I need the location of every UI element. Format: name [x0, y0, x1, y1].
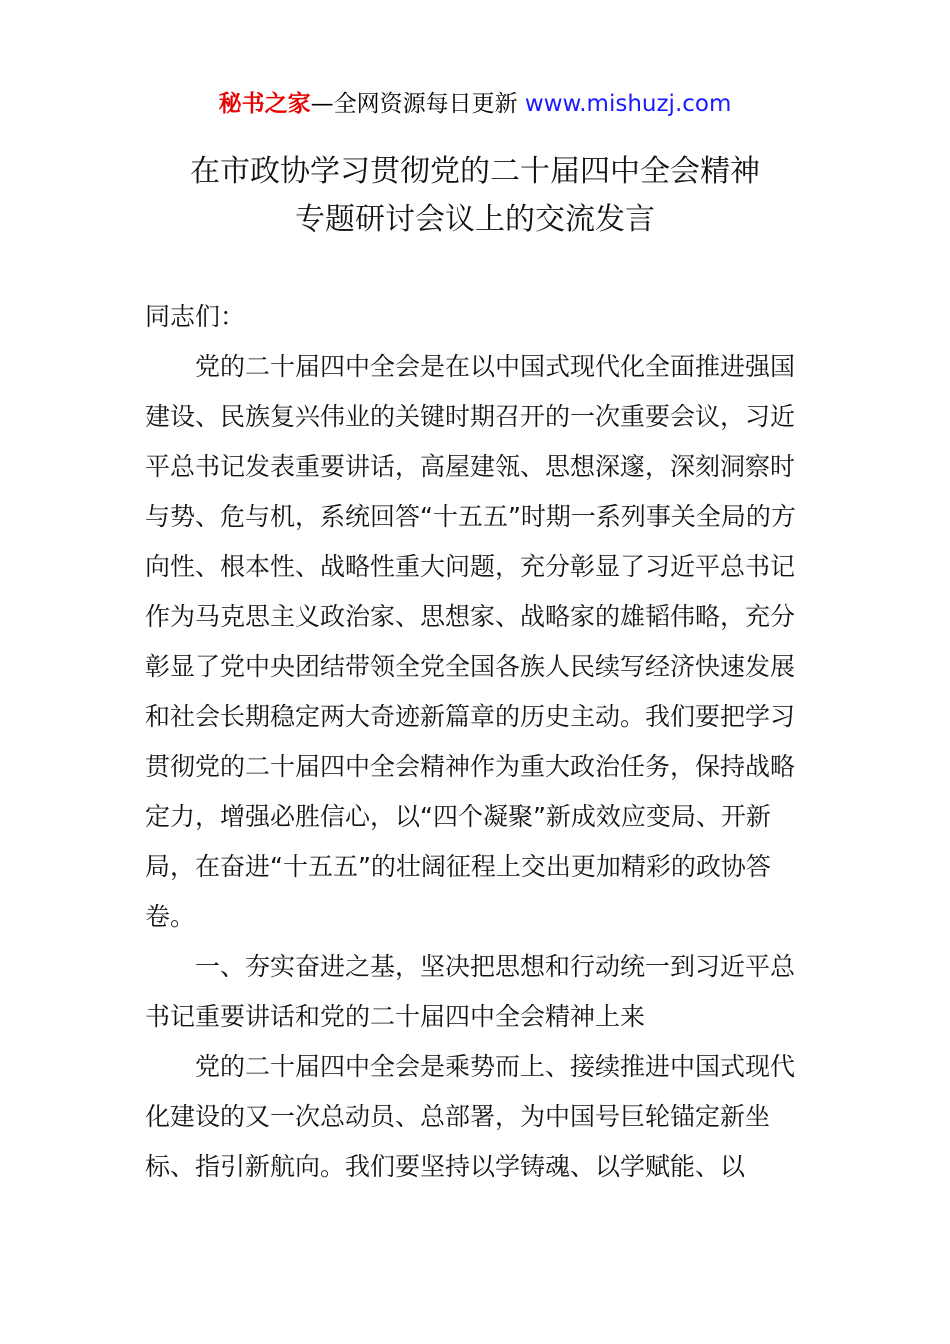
- title-line-1: 在市政协学习贯彻党的二十届四中全会精神: [190, 154, 760, 189]
- paragraph-intro: 党的二十届四中全会是在以中国式现代化全面推进强国建设、民族复兴伟业的关键时期召开的一次重要会议，习近平总书记发表重要讲话，高屋建瓴、思想深邃，深刻洞察时与势、危与机，系统回答“十五五”时期一系列事关全局的方向性、根本性、战略性重大问题，充分彰显了习近平总书记作为马克思主义政治家、思想家、战略家的雄韬伟略，充分彰显了党中央团结带领全党全国各族人民续写经济快速发展和社会长期稳定两大奇迹新篇章的历史主动。我们要把学习贯彻党的二十届四中全会精神作为重大政治任务，保持战略定力，增强必胜信心，以“四个凝聚”新成效应变局、开新局，在奋进“十五五”的壮阔征程上交出更加精彩的政协答卷。: [145, 352, 796, 931]
- site-header: [0, 88, 950, 120]
- title-line-2: 专题研讨会议上的交流发言: [295, 202, 655, 237]
- header-tagline: —全网资源每日更新: [310, 91, 525, 117]
- section-heading-1: 一、夯实奋进之基，坚决把思想和行动统一到习近平总书记重要讲话和党的二十届四中全会精神上来: [145, 952, 796, 1031]
- brand-name: 秘书之家: [218, 91, 311, 117]
- website-link[interactable]: www.mishuzj.com: [524, 91, 732, 117]
- document-title: [0, 148, 950, 244]
- document-body: [145, 292, 809, 1192]
- salutation: 同志们：: [145, 302, 246, 331]
- paragraph-section-1: 党的二十届四中全会是乘势而上、接续推进中国式现代化建设的又一次总动员、总部署，为中国号巨轮锚定新坐标、指引新航向。我们要坚持以学铸魂、以学赋能、以: [145, 1052, 796, 1181]
